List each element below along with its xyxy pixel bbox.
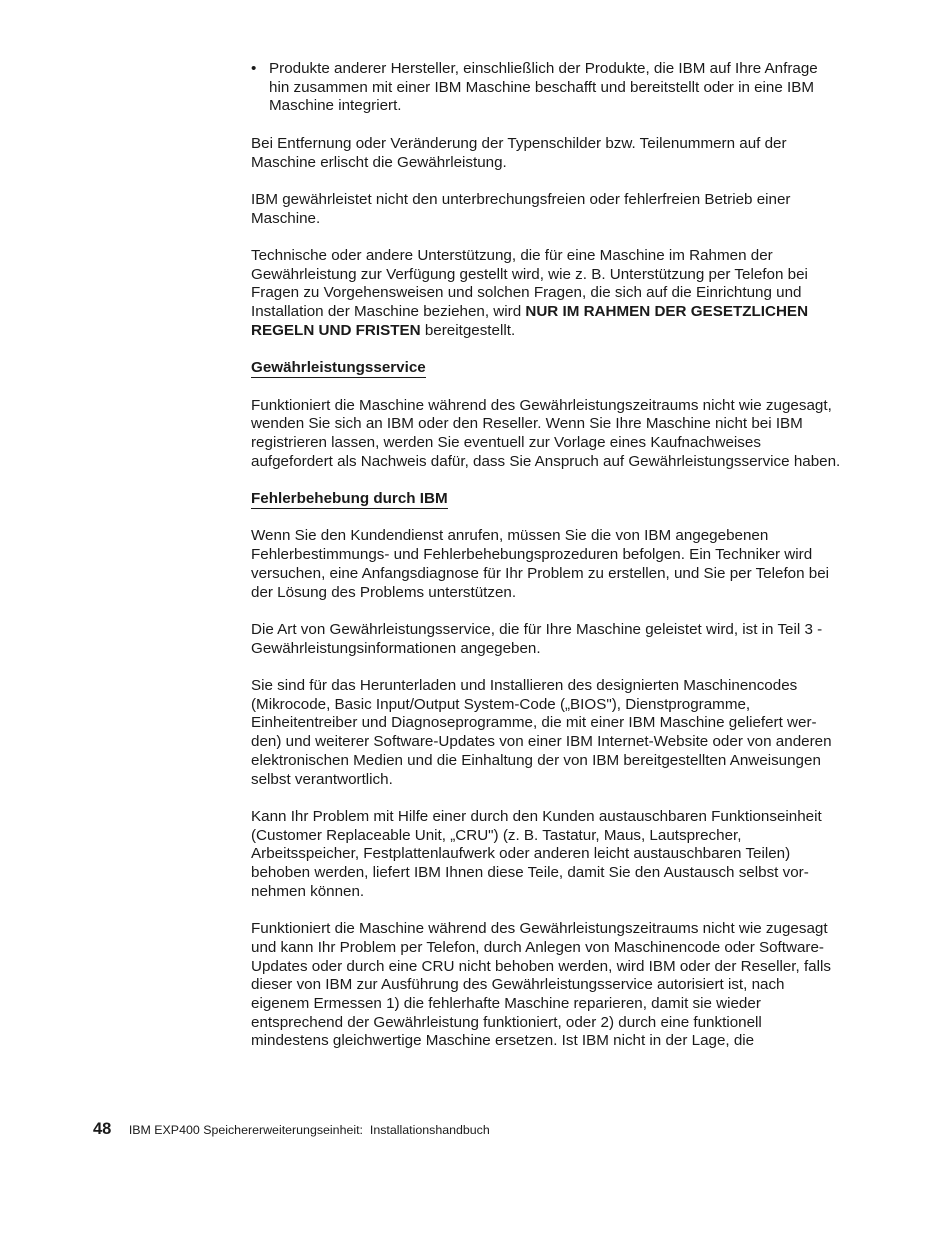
page-footer [93,1120,490,1139]
heading-troubleshooting [251,490,841,509]
heading-warranty-service [251,359,841,378]
footer-book-title: Installationshandbuch [369,1123,490,1137]
page-number: 48 [93,1120,112,1138]
paragraph-repair-replace: Funktioniert die Maschine während des Gewährleistungszeitraums nicht wie zugesagt und kann Ihr Problem per Telefon, durch Anlegen von Maschinencode oder Software-Updates oder durch eine CRU nicht behoben werden, wird IBM oder der Reseller, falls dieser von IBM zur Ausführung des Gewährleistungsservice autorisiert ist, nach eigenem Ermessen 1) die fehlerhafte Maschine reparieren, damit sie wieder entsprechend der Gewährleistung funktioniert, oder 2) durch eine funktionell mindestens gleichwertige Maschine ersetzen. Ist IBM nicht in der Lage, die [251,920,831,1050]
bullet-mark: • [251,60,257,77]
paragraph-customer-service: Wenn Sie den Kundendienst anrufen, müssen Sie die von IBM angegebenen Fehlerbestimmungs- und Fehlerbehebungsprozeduren befolgen. Ein Techniker wird versuchen, eine Anfangsdiagnose für Ihr Problem zu erstellen, und Sie per Telefon bei der Lösung des Problems unterstützen. [251,527,830,601]
bullet-text: Produkte anderer Hersteller, einschließlich der Produkte, die IBM auf Ihre Anfrage hin zusammen mit einer IBM Maschine beschafft und bereitstellt oder in eine IBM Maschine integriert. [269,60,818,115]
paragraph-technical-support-start: Technische oder andere Unterstützung, die für eine Maschine im Rahmen der Gewährleistung zur Verfügung gestellt wird, wie z. B. Unterstützung per Telefon bei Fragen zu Vorgehensweisen und solchen Fragen, die sich auf die Einrichtung und Installation der Maschine beziehen, wird [251,246,808,321]
bullet-list-item [251,60,841,116]
paragraph-cru: Kann Ihr Problem mit Hilfe einer durch den Kunden austauschbaren Funktionseinheit (Customer Replaceable Unit, „CRU") (z. B. Tastatur, Maus, Lautsprecher, Arbeitsspeicher, Festplattenlaufwerk oder anderen leicht austauschbaren Teilen) behoben werden, liefert IBM Ihnen diese Teile, damit Sie den Austausch selbst vornehmen können. [251,807,822,900]
paragraph-no-guarantee: IBM gewährleistet nicht den unterbrechungsfreien oder fehlerfreien Betrieb einer Maschine. [251,190,791,227]
document-body [251,60,841,1070]
footer-product-title: IBM EXP400 Speichererweiterungseinheit: [128,1123,363,1137]
paragraph-technical-support-end: bereitgestellt. [420,321,516,339]
heading-warranty-service-text: Gewährleistungsservice [251,359,426,377]
paragraph-service-type: Die Art von Gewährleistungsservice, die für Ihre Maschine geleistet wird, ist in Teil 3 - Gewährleistungsinformationen angegeben. [251,620,823,657]
paragraph-technical-support [251,247,841,341]
paragraph-technical-support-emphasis: NUR IM RAHMEN DER GESETZLICHEN REGELN UND FRISTEN [251,303,809,339]
paragraph-type-labels: Bei Entfernung oder Veränderung der Typenschilder bzw. Teilenummern auf der Maschine erlischt die Gewährleistung. [251,134,787,171]
heading-troubleshooting-text: Fehlerbehebung durch IBM [251,490,448,508]
paragraph-machine-code: Sie sind für das Herunterladen und Installieren des designierten Maschinencodes (Mikrocode, Basic Input/Output System-Code („BIOS"), Dienstprogramme, Einheitentreiber und Diagnoseprogramme, die mit einer IBM Maschine geliefert werden) und weiterer Software-Updates von einer IBM Internet-Website oder von anderen elektronischen Medien und die Einhaltung der von IBM bereitgestellten Anweisungen selbst verantwortlich. [251,677,832,788]
paragraph-contact-ibm: Funktioniert die Maschine während des Gewährleistungszeitraums nicht wie zugesagt, wenden Sie sich an IBM oder den Reseller. Wenn Sie Ihre Maschine nicht bei IBM registrieren lassen, werden Sie eventuell zur Vorlage eines Kaufnachweises aufgefordert als Nachweis dafür, dass Sie Anspruch auf Gewährleistungsservice haben. [251,396,841,470]
